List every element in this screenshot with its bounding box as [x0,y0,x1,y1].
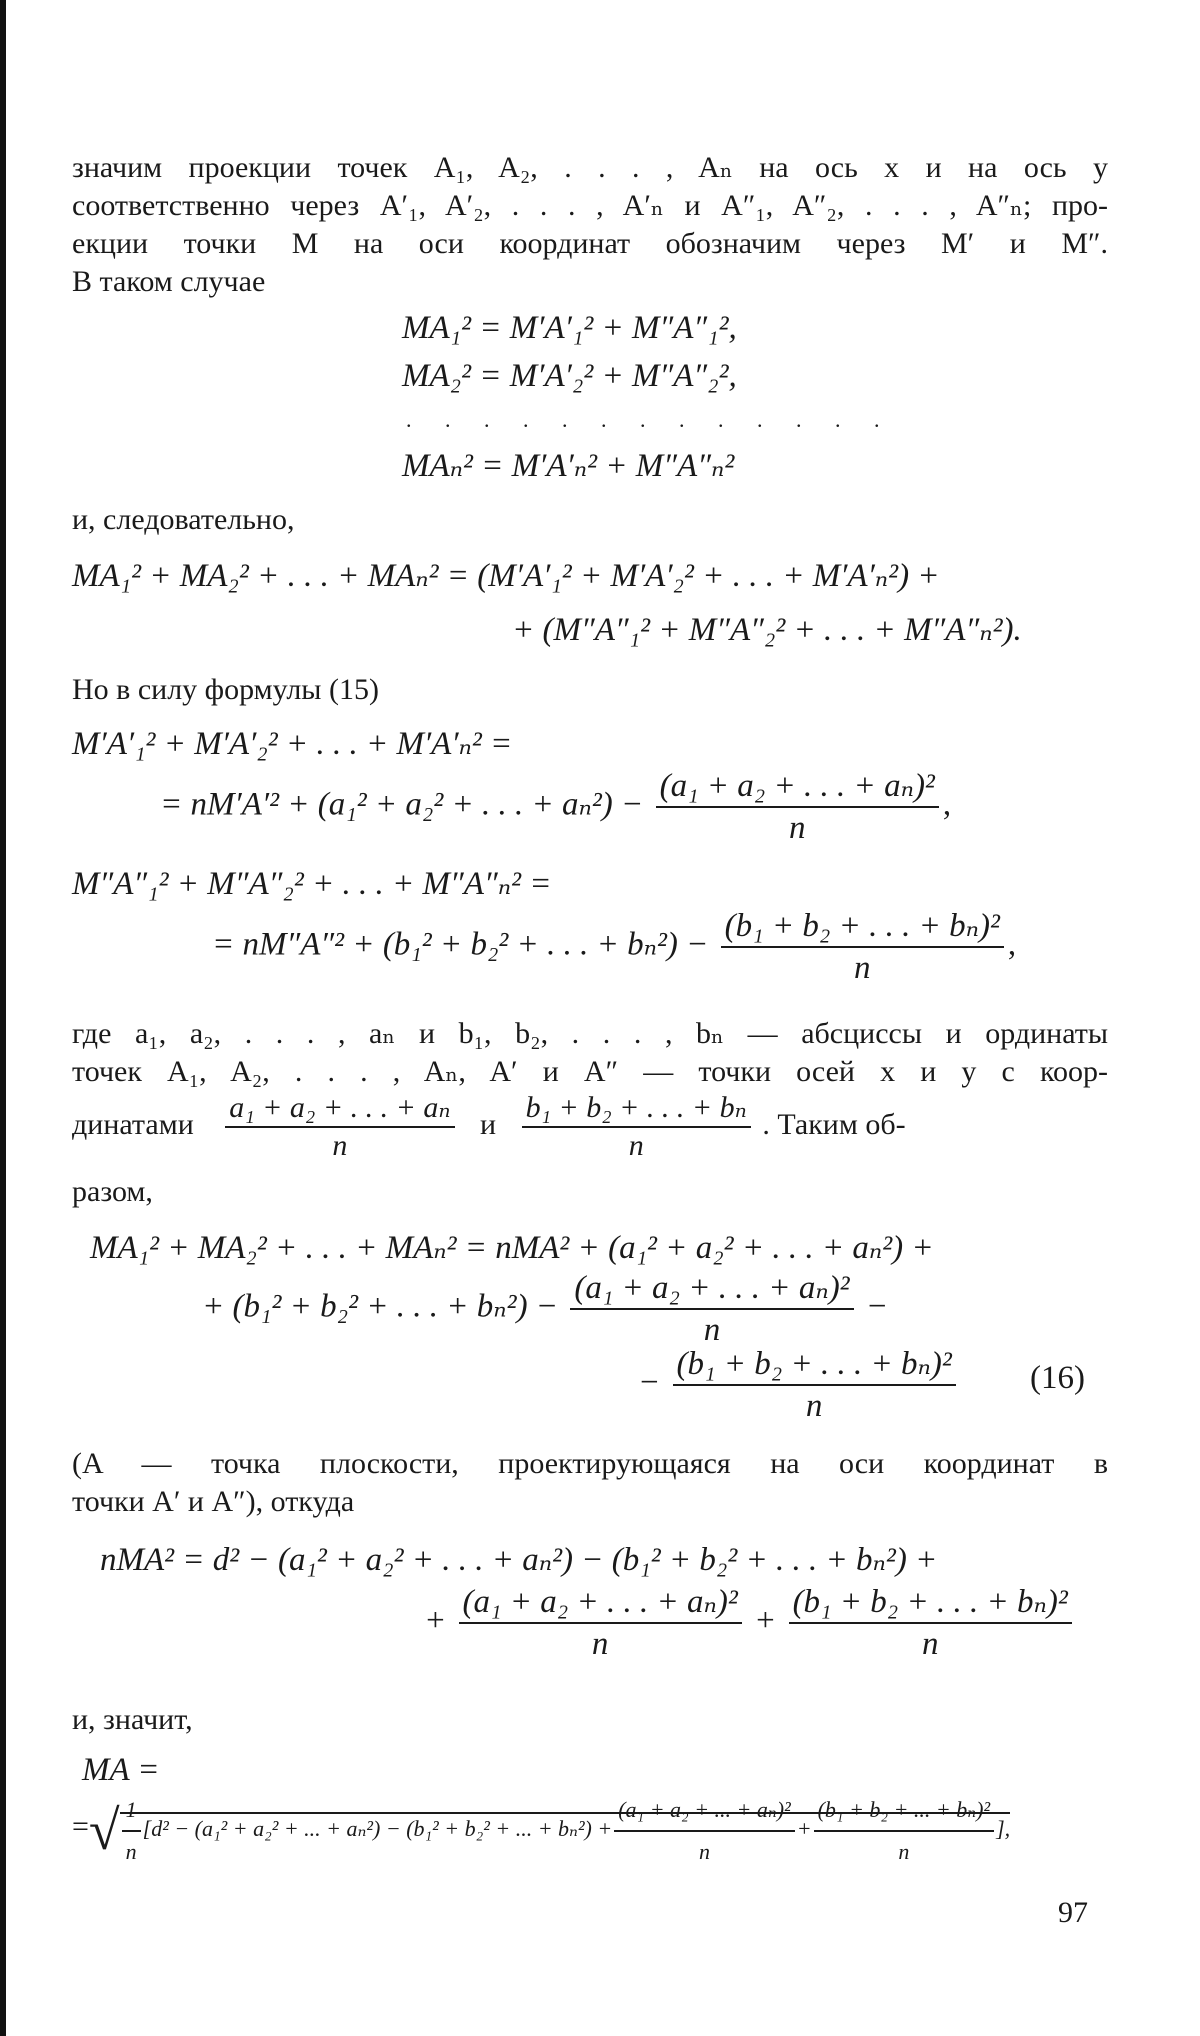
paragraph2-line3-end: . Таким об- [762,1107,906,1141]
paragraph3-line2: точки A′ и A″), откуда [72,1485,355,1518]
formula15-a-fraction [656,766,939,848]
formula15-b-line2: = nM″A″² + (b₁² + b₂² + . . . + bₙ²) − $\frac{\text{(b₁ + b₂ + . . . + bₙ)²}}{n}$ , [212,908,1017,986]
formula15-b-fraction [721,906,1004,988]
formula-ma-fraction-a-numerator: (a₁ + a₂ + ... + aₙ)² [614,1790,795,1832]
formula15-a-left: = nM′A′² + (a₁² + a₂² + . . . + aₙ²) − [160,786,644,823]
formula-nma-plus1: + [424,1602,447,1639]
formula-nma-plus2: + [754,1602,777,1639]
formula-nma-fraction-a-numerator: (a₁ + a₂ + . . . + aₙ)² [459,1582,742,1624]
formula-ma-equals: = [72,1810,89,1844]
text-consequently: и, следовательно, [72,503,295,536]
scan-edge [0,0,6,2036]
paragraph1-line3: екции точки M на оси координат обозначим через M′ и M″. [72,227,1108,260]
paragraph1-line2: соответственно через A′₁, A′₂, . . . , A′ₙ и A″₁, A″₂, . . . , A″ₙ; про- [72,189,1108,222]
formula16-line2-left: + (b₁² + b₂² + . . . + bₙ²) − [202,1288,559,1325]
text-but-formula15: Но в силу формулы (15) [72,673,379,706]
formula-nma-fraction-a-denominator: n [591,1626,609,1662]
paragraph2-fraction-a-numerator: a₁ + a₂ + . . . + aₙ [225,1090,454,1128]
paragraph1-line4: В таком случае [72,265,266,298]
paragraph2-fraction-b-numerator: b₁ + b₂ + . . . + bₙ [522,1090,751,1128]
formula-nma-fraction-b-denominator: n [921,1626,939,1662]
text-hence: и, значит, [72,1703,193,1736]
formula-nma-fraction-b [789,1582,1072,1664]
formula-ma-fraction-b-denominator: n [898,1839,910,1864]
formula16-fraction-b [673,1344,956,1426]
square-root-sign: √ [88,1800,120,1862]
formula-nma-line2 [424,1582,1076,1664]
formula16-fraction-a-denominator: n [703,1312,721,1348]
formula16-line2 [202,1268,888,1350]
square-root-radicand [120,1797,1011,1864]
system-ellipsis-row: . . . . . . . . . . . . . [406,407,894,432]
paragraph2-fraction-b [522,1090,751,1164]
paragraph2-coordinates-word: динатами [72,1107,194,1141]
formula-nma-fraction-b-numerator: (b₁ + b₂ + . . . + bₙ)² [789,1582,1072,1624]
formula15-a-line1: M′A′₁² + M′A′₂² + . . . + M′A′ₙ² = [72,726,513,762]
paragraph2-line4: разом, [72,1175,153,1208]
formula-ma-line1: MA = [82,1752,160,1788]
formula-ma-fraction-a [614,1790,795,1872]
formula15-b-numerator: (b₁ + b₂ + . . . + bₙ)² [721,906,1004,948]
formula15-b-left: = nM″A″² + (b₁² + b₂² + . . . + bₙ²) − [212,926,709,963]
equation-number-16: (16) [1030,1360,1085,1396]
formula16-line2-right: − [865,1288,889,1325]
formula-ma-fraction-b [814,1790,995,1872]
sum-equation-line1: MA₁² + MA₂² + . . . + MAₙ² = (M′A′₁² + M′A′₂² + . . . + M′A′ₙ²) + [72,558,940,594]
formula-ma-closing: ], [996,1816,1011,1842]
formula16-line1: MA₁² + MA₂² + . . . + MAₙ² = nMA² + (a₁² + a₂² + . . . + aₙ²) + [90,1230,934,1266]
formula16-fraction-b-denominator: n [805,1388,823,1424]
formula16-fraction-b-numerator: (b₁ + b₂ + . . . + bₙ)² [673,1344,956,1386]
formula15-a-numerator: (a₁ + a₂ + . . . + aₙ)² [656,766,939,808]
paragraph2-conjunction: и [480,1107,497,1141]
paragraph3-line1: (A — точка плоскости, проектирующаяся на оси координат в [72,1447,1108,1480]
formula16-line3 [638,1344,960,1426]
formula15-b-denominator: n [854,950,871,986]
paragraph2-line2: точек A₁, A₂, . . . , Aₙ, A′ и A″ — точки осей x и y с коор- [72,1055,1108,1088]
formula-nma-fraction-a [459,1582,742,1664]
system-equation-n: MAₙ² = M′A′ₙ² + M″A″ₙ² [402,448,735,484]
formula15-a-line2: = nM′A′² + (a₁² + a₂² + . . . + aₙ²) − $\frac{\text{(a₁ + a₂ + . . . + aₙ)²}}{n}$ , [160,768,952,846]
paragraph2-line1: где a₁, a₂, . . . , aₙ и b₁, b₂, . . . , bₙ — абсциссы и ординаты [72,1017,1108,1050]
paragraph2-fraction-a-denominator: n [332,1129,348,1162]
formula16-line3-left: − [638,1364,661,1401]
formula15-a-denominator: n [788,810,806,846]
formula-ma-line2 [72,1790,1010,1872]
formula16-fraction-a-numerator: (a₁ + a₂ + . . . + aₙ)² [570,1268,853,1310]
formula-ma-fraction-a-denominator: n [698,1839,710,1864]
formula-ma-inner-body: [d² − (a₁² + a₂² + ... + aₙ²) − (b₁² + b₂² + ... + bₙ²) + [142,1816,613,1842]
formula-ma-inner-fraction [122,1790,141,1872]
sum-equation-line2: + (M″A″₁² + M″A″₂² + . . . + M″A″ₙ²). [512,612,1022,648]
formula15-b-line1: M″A″₁² + M″A″₂² + . . . + M″A″ₙ² = [72,866,552,902]
paragraph1-line1: значим проекции точек A₁, A₂, . . . , Aₙ на ось x и на ось y [72,151,1108,184]
formula-ma-inner-numerator: 1 [122,1790,141,1832]
formula-ma-inner-denominator: n [125,1839,137,1864]
paragraph2-fraction-b-denominator: n [628,1129,644,1162]
system-equation-2: MA₂² = M′A′₂² + M″A″₂², [402,358,737,394]
formula-nma-line1: nMA² = d² − (a₁² + a₂² + . . . + aₙ²) − (b₁² + b₂² + . . . + bₙ²) + [100,1542,938,1578]
formula16-fraction-a [570,1268,853,1350]
paragraph2-line3 [72,1090,1108,1164]
formula-ma-plus: + [796,1816,812,1842]
formula-ma-fraction-b-numerator: (b₁ + b₂ + ... + bₙ)² [814,1790,995,1832]
system-equation-1: MA₁² = M′A′₁² + M″A″₁², [402,310,737,346]
paragraph2-fraction-a [225,1090,454,1164]
page-number: 97 [1058,1896,1088,1929]
